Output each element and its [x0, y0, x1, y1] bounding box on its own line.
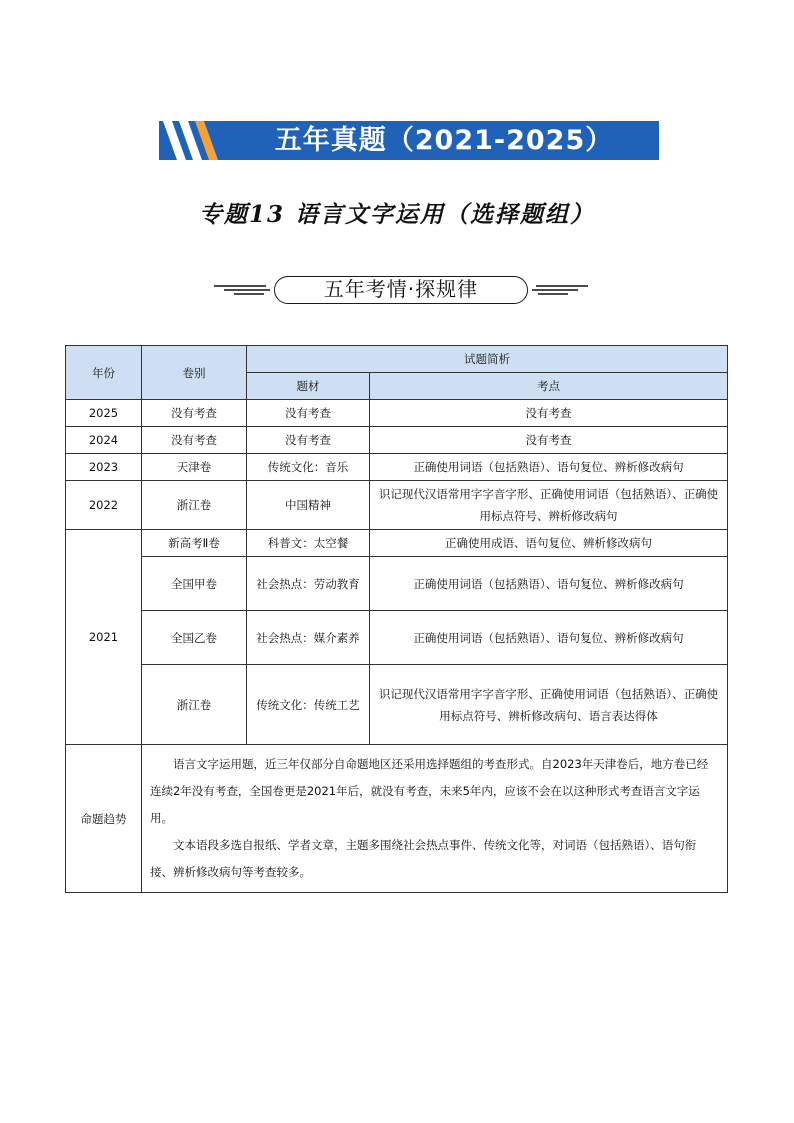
cell-paper: 全国甲卷 [142, 557, 247, 611]
cell-paper: 天津卷 [142, 454, 247, 481]
cell-topic: 社会热点：劳动教育 [247, 557, 370, 611]
cell-year: 2021 [66, 530, 142, 745]
cell-points: 识记现代汉语常用字字音字形、正确使用词语（包括熟语）、正确使用标点符号、辨析修改病句、语言表达得体 [370, 665, 728, 745]
cell-paper: 全国乙卷 [142, 611, 247, 665]
header-points: 考点 [370, 373, 728, 400]
cell-topic: 中国精神 [247, 481, 370, 530]
table-row [66, 557, 728, 611]
cell-points: 正确使用词语（包括熟语）、语句复位、辨析修改病句 [370, 557, 728, 611]
table-row [66, 665, 728, 745]
trend-label: 命题趋势 [66, 745, 142, 893]
header-year: 年份 [66, 346, 142, 400]
trend-paragraph: 语言文字运用题，近三年仅部分自命题地区还采用选择题组的考查形式。自2023年天津卷后，地方卷已经连续2年没有考查，全国卷更是2021年后，就没有考查，未来5年内，应该不会在以这种形式考查语言文字运用。 [150, 757, 709, 825]
cell-points: 正确使用词语（包括熟语）、语句复位、辨析修改病句 [370, 454, 728, 481]
exam-analysis-table [65, 345, 728, 893]
cell-topic: 传统文化：音乐 [247, 454, 370, 481]
cell-points: 正确使用成语、语句复位、辨析修改病句 [370, 530, 728, 557]
cell-paper: 浙江卷 [142, 665, 247, 745]
table-row [66, 530, 728, 557]
header-analysis: 试题简析 [247, 346, 728, 373]
cell-topic: 没有考查 [247, 400, 370, 427]
table-row [66, 611, 728, 665]
cell-topic: 没有考查 [247, 427, 370, 454]
header-paper: 卷别 [142, 346, 247, 400]
cell-paper: 没有考查 [142, 400, 247, 427]
cell-paper: 新高考Ⅱ卷 [142, 530, 247, 557]
cell-topic: 社会热点：媒介素养 [247, 611, 370, 665]
left-lines-decoration [214, 278, 272, 302]
cell-points: 正确使用词语（包括熟语）、语句复位、辨析修改病句 [370, 611, 728, 665]
table-header-row [66, 346, 728, 373]
right-lines-decoration [530, 278, 588, 302]
table-row [66, 400, 728, 427]
banner-stripes-decoration [159, 121, 239, 160]
table-row [66, 481, 728, 530]
cell-points: 没有考查 [370, 427, 728, 454]
trend-row [66, 745, 728, 893]
cell-points: 识记现代汉语常用字字音字形、正确使用词语（包括熟语）、正确使用标点符号、辨析修改病句 [370, 481, 728, 530]
cell-year: 2023 [66, 454, 142, 481]
cell-paper: 浙江卷 [142, 481, 247, 530]
cell-topic: 传统文化：传统工艺 [247, 665, 370, 745]
cell-topic: 科普文：太空餐 [247, 530, 370, 557]
table-row [66, 427, 728, 454]
section-pill: 五年考情·探规律 [274, 276, 528, 304]
trend-text [142, 745, 728, 893]
cell-points: 没有考查 [370, 400, 728, 427]
cell-year: 2024 [66, 427, 142, 454]
cell-year: 2022 [66, 481, 142, 530]
header-topic: 题材 [247, 373, 370, 400]
banner-title: 五年真题（2021-2025） [274, 125, 614, 156]
title-banner [159, 121, 659, 160]
cell-year: 2025 [66, 400, 142, 427]
cell-paper: 没有考查 [142, 427, 247, 454]
topic-subtitle: 专题13 语言文字运用（选择题组） [198, 201, 595, 228]
table-row [66, 454, 728, 481]
trend-paragraph: 文本语段多选自报纸、学者文章，主题多围绕社会热点事件、传统文化等，对词语（包括熟语）、语句衔接、辨析修改病句等考查较多。 [150, 838, 697, 879]
